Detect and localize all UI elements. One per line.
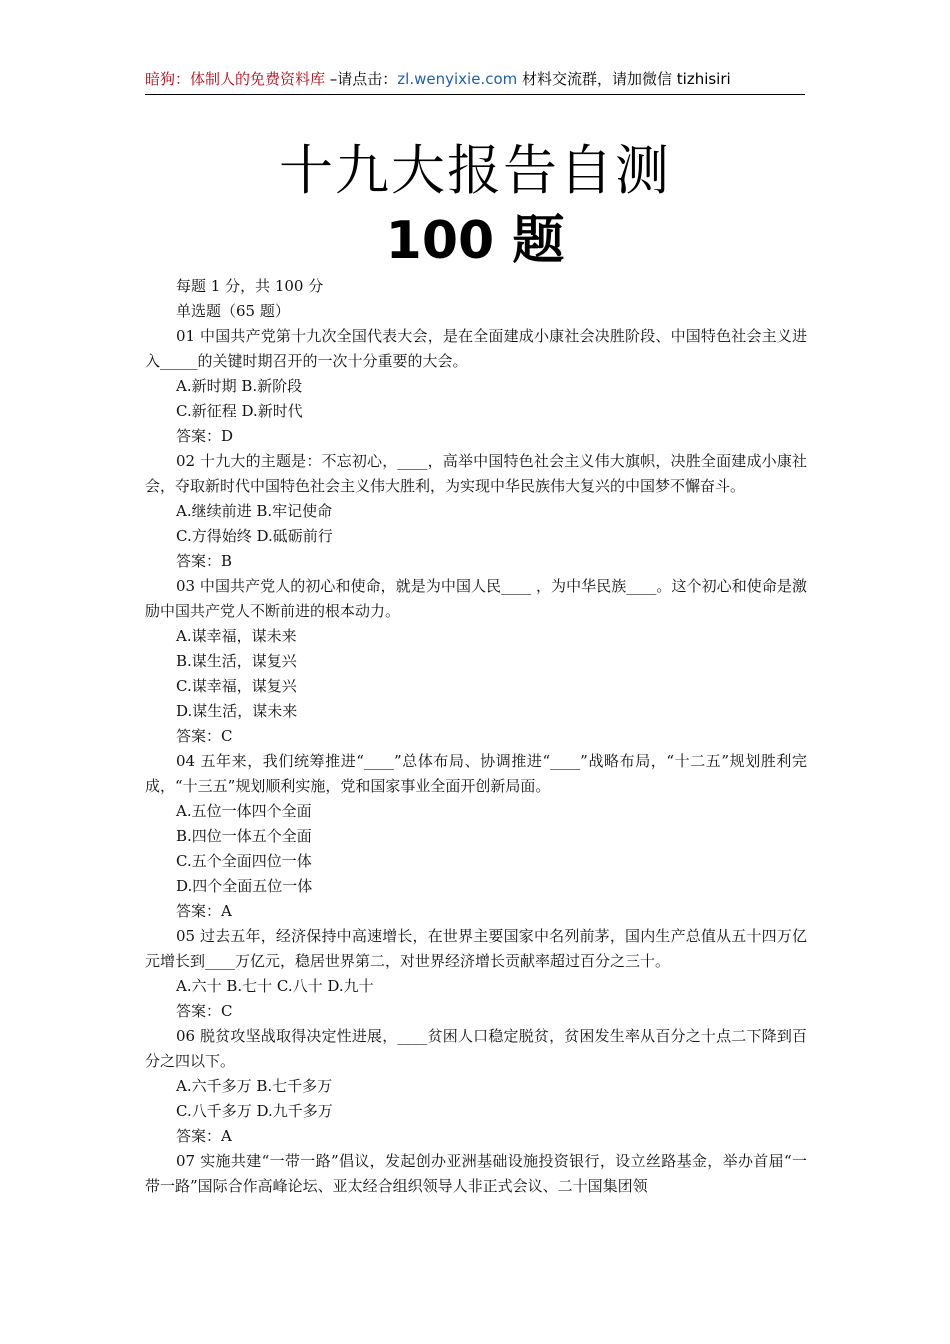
question-option: B.谋生活，谋复兴 [176, 652, 297, 670]
question-option: D.四个全面五位一体 [176, 877, 313, 895]
header-contact-text: 材料交流群，请加微信 tizhisiri [517, 70, 731, 88]
question-answer: 答案：A [176, 902, 232, 920]
question-stem: 04 五年来，我们统筹推进“____”总体布局、协调推进“____”战略布局，“十二五”规划胜利完成，“十三五”规划顺利实施，党和国家事业全面开创新局面。 [145, 752, 807, 795]
question-05 [145, 924, 807, 1024]
question-answer: 答案：B [176, 552, 233, 570]
question-stem: 05 过去五年，经济保持中高速增长，在世界主要国家中名列前茅，国内生产总值从五十四万亿元增长到____万亿元，稳居世界第二，对世界经济增长贡献率超过百分之三十。 [145, 927, 807, 970]
question-option: B.四位一体五个全面 [176, 827, 312, 845]
question-option: C.谋幸福，谋复兴 [176, 677, 297, 695]
question-option: C.八千多万 D.九千多万 [176, 1102, 333, 1120]
question-option: A.继续前进 B.牢记使命 [176, 502, 333, 520]
question-option: D.谋生活，谋未来 [176, 702, 298, 720]
question-option: A.谋幸福，谋未来 [176, 627, 297, 645]
question-answer: 答案：D [176, 427, 234, 445]
question-option: A.六千多万 B.七千多万 [176, 1077, 333, 1095]
question-06 [145, 1024, 807, 1149]
question-01 [145, 324, 807, 449]
question-stem: 02 十九大的主题是：不忘初心，____，高举中国特色社会主义伟大旗帜，决胜全面建成小康社会，夺取新时代中国特色社会主义伟大胜利，为实现中华民族伟大复兴的中国梦不懈奋斗。 [145, 452, 807, 495]
question-answer: 答案：C [176, 1002, 233, 1020]
header-site-name: 暗狗：体制人的免费资料库 [145, 70, 326, 88]
document-title: 十九大报告自测 [279, 139, 671, 202]
question-stem: 03 中国共产党人的初心和使命，就是为中国人民____ ，为中华民族____。这个初心和使命是激励中国共产党人不断前进的根本动力。 [145, 577, 807, 620]
page-header [145, 68, 805, 95]
question-option: C.五个全面四位一体 [176, 852, 312, 870]
question-stem: 01 中国共产党第十九次全国代表大会，是在全面建成小康社会决胜阶段、中国特色社会主义进入_____的关键时期召开的一次十分重要的大会。 [145, 327, 807, 370]
question-stem: 07 实施共建“一带一路”倡议，发起创办亚洲基础设施投资银行，设立丝路基金，举办首届“一带一路”国际合作高峰论坛、亚太经合组织领导人非正式会议、二十国集团领 [145, 1152, 807, 1195]
question-04 [145, 749, 807, 924]
question-03 [145, 574, 807, 749]
section-heading: 单选题（65 题） [176, 302, 290, 320]
question-stem: 06 脱贫攻坚战取得决定性进展，____贫困人口稳定脱贫，贫困发生率从百分之十点二下降到百分之四以下。 [145, 1027, 807, 1070]
question-option: A.新时期 B.新阶段 [176, 377, 303, 395]
document-subtitle: 100 题 [385, 211, 565, 271]
question-answer: 答案：C [176, 727, 233, 745]
score-note: 每题 1 分，共 100 分 [176, 277, 324, 295]
question-02 [145, 449, 807, 574]
question-option: A.六十 B.七十 C.八十 D.九十 [176, 977, 374, 995]
document-body [145, 274, 807, 1199]
header-url-link[interactable]: zl.wenyixie.com [397, 70, 518, 88]
question-answer: 答案：A [176, 1127, 232, 1145]
question-option: C.方得始终 D.砥砺前行 [176, 527, 333, 545]
header-click-prompt: –请点击： [325, 70, 398, 88]
question-option: C.新征程 D.新时代 [176, 402, 303, 420]
question-option: A.五位一体四个全面 [176, 802, 312, 820]
question-07 [145, 1149, 807, 1199]
